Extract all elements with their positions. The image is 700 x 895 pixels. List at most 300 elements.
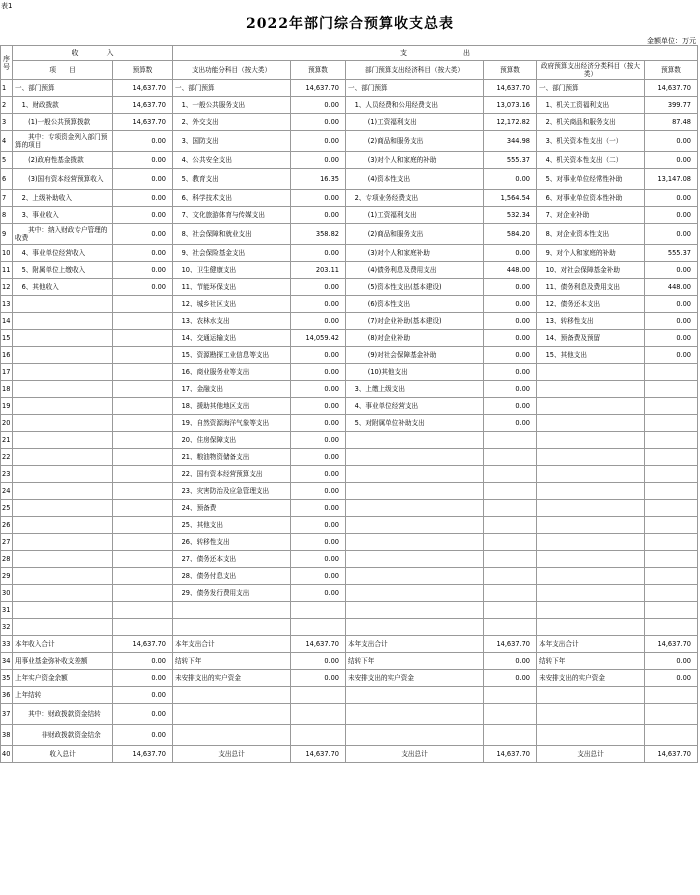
income-value (113, 398, 173, 415)
dept-econ-value: 555.37 (484, 152, 537, 169)
gov-econ-value (645, 364, 698, 381)
dept-econ-value: 12,172.82 (484, 114, 537, 131)
table-row (1, 364, 698, 381)
dept-econ-value: 14,637.70 (484, 80, 537, 97)
dept-econ-item: (10)其他支出 (346, 364, 484, 381)
gov-econ-item: 6、对事业单位资本性补助 (537, 190, 645, 207)
gov-econ-value: 0.00 (645, 224, 698, 245)
gov-econ-value (645, 687, 698, 704)
gov-econ-item (537, 517, 645, 534)
gov-econ-item: 11、债务利息及费用支出 (537, 279, 645, 296)
func-value (291, 704, 346, 725)
dept-econ-item (346, 449, 484, 466)
gov-econ-item: 7、对企业补助 (537, 207, 645, 224)
income-value: 0.00 (113, 207, 173, 224)
income-item (13, 364, 113, 381)
income-value: 14,637.70 (113, 746, 173, 763)
dept-econ-item (346, 725, 484, 746)
income-item: 4、事业单位经营收入 (13, 245, 113, 262)
income-item (13, 432, 113, 449)
dept-econ-item: (3)对个人和家庭补助 (346, 245, 484, 262)
func-item: 11、节能环保支出 (173, 279, 291, 296)
func-item: 20、住房保障支出 (173, 432, 291, 449)
row-seq: 21 (1, 432, 13, 449)
gov-econ-item: 15、其他支出 (537, 347, 645, 364)
income-item (13, 398, 113, 415)
dept-econ-item: (5)资本性支出(基本建设) (346, 279, 484, 296)
table-row (1, 500, 698, 517)
row-seq: 33 (1, 636, 13, 653)
income-value: 0.00 (113, 725, 173, 746)
func-value: 0.00 (291, 364, 346, 381)
dept-econ-item: 支出总计 (346, 746, 484, 763)
income-item: 非财政拨款资金结余 (13, 725, 113, 746)
func-value (291, 602, 346, 619)
dept-econ-item: (6)资本性支出 (346, 296, 484, 313)
func-item: 26、转移性支出 (173, 534, 291, 551)
func-value: 0.00 (291, 568, 346, 585)
gov-econ-item (537, 466, 645, 483)
income-item: (3)国有资本经营预算收入 (13, 169, 113, 190)
dept-econ-item: (2)商品和服务支出 (346, 131, 484, 152)
func-item: 7、文化旅游体育与传媒支出 (173, 207, 291, 224)
func-item: 12、城乡社区支出 (173, 296, 291, 313)
expense-header: 支 出 (173, 46, 698, 61)
func-value: 0.00 (291, 517, 346, 534)
gov-econ-item: 本年支出合计 (537, 636, 645, 653)
item-header: 项 目 (13, 61, 113, 80)
func-item: 22、国有资本经营预算支出 (173, 466, 291, 483)
income-item: 2、上级补助收入 (13, 190, 113, 207)
func-value: 0.00 (291, 415, 346, 432)
row-seq: 22 (1, 449, 13, 466)
income-value: 0.00 (113, 169, 173, 190)
dept-econ-item: (8)对企业补助 (346, 330, 484, 347)
gov-econ-value (645, 619, 698, 636)
table-row (1, 619, 698, 636)
dept-econ-item: (1)工资福利支出 (346, 207, 484, 224)
gov-econ-item (537, 585, 645, 602)
func-value: 0.00 (291, 585, 346, 602)
income-value (113, 466, 173, 483)
gov-econ-value: 0.00 (645, 653, 698, 670)
func-value: 0.00 (291, 398, 346, 415)
gov-econ-value: 0.00 (645, 190, 698, 207)
dept-econ-value: 0.00 (484, 364, 537, 381)
gov-econ-value (645, 602, 698, 619)
table-row (1, 190, 698, 207)
income-value: 14,637.70 (113, 97, 173, 114)
table-row (1, 97, 698, 114)
row-seq: 20 (1, 415, 13, 432)
gov-econ-value (645, 398, 698, 415)
func-item: 6、科学技术支出 (173, 190, 291, 207)
page-title: 2022年部门综合预算收支总表 (246, 16, 454, 32)
table-row (1, 262, 698, 279)
dept-econ-item (346, 585, 484, 602)
gov-econ-item: 一、部门预算 (537, 80, 645, 97)
income-value: 14,637.70 (113, 80, 173, 97)
func-header: 支出功能分科目（按大类） (173, 61, 291, 80)
func-item: 18、援助其他地区支出 (173, 398, 291, 415)
table-row (1, 517, 698, 534)
row-seq: 7 (1, 190, 13, 207)
gov-econ-item (537, 551, 645, 568)
func-value: 203.11 (291, 262, 346, 279)
dept-econ-item (346, 534, 484, 551)
gov-econ-value (645, 449, 698, 466)
dept-econ-item: 5、对附属单位补助支出 (346, 415, 484, 432)
income-value (113, 602, 173, 619)
income-value (113, 432, 173, 449)
income-value: 0.00 (113, 152, 173, 169)
func-item (173, 725, 291, 746)
func-value: 0.00 (291, 551, 346, 568)
income-value: 0.00 (113, 687, 173, 704)
dept-econ-value: 0.00 (484, 415, 537, 432)
income-item: 1、财政拨款 (13, 97, 113, 114)
func-item: 16、商业服务业等支出 (173, 364, 291, 381)
table-row (1, 398, 698, 415)
dept-econ-item (346, 432, 484, 449)
table-row (1, 466, 698, 483)
gov-econ-item (537, 619, 645, 636)
func-value: 0.00 (291, 279, 346, 296)
dept-econ-value: 344.98 (484, 131, 537, 152)
table-row (1, 483, 698, 500)
dept-econ-value (484, 704, 537, 725)
table-row (1, 313, 698, 330)
func-value: 0.00 (291, 483, 346, 500)
income-value: 0.00 (113, 279, 173, 296)
gov-econ-item (537, 449, 645, 466)
row-seq: 16 (1, 347, 13, 364)
dept-econ-item (346, 602, 484, 619)
func-item: 1、一般公共服务支出 (173, 97, 291, 114)
income-item: (1)一般公共预算拨款 (13, 114, 113, 131)
dept-econ-item: (3)对个人和家庭的补助 (346, 152, 484, 169)
income-item: 收入总计 (13, 746, 113, 763)
row-seq: 9 (1, 224, 13, 245)
dept-econ-item: (4)资本性支出 (346, 169, 484, 190)
dept-econ-value (484, 551, 537, 568)
func-value: 16.35 (291, 169, 346, 190)
func-item (173, 687, 291, 704)
gov-econ-item (537, 602, 645, 619)
income-value: 0.00 (113, 245, 173, 262)
table-row (1, 432, 698, 449)
table-row (1, 585, 698, 602)
dept-econ-item: 未安排支出的实户资金 (346, 670, 484, 687)
row-seq: 40 (1, 746, 13, 763)
dept-econ-item (346, 568, 484, 585)
gov-econ-value: 0.00 (645, 313, 698, 330)
dept-econ-value (484, 449, 537, 466)
dept-econ-item (346, 704, 484, 725)
dept-econ-value (484, 517, 537, 534)
row-seq: 38 (1, 725, 13, 746)
gov-econ-value (645, 466, 698, 483)
income-item: 5、附属单位上缴收入 (13, 262, 113, 279)
income-value: 14,637.70 (113, 636, 173, 653)
row-seq: 24 (1, 483, 13, 500)
table-row (1, 636, 698, 653)
gov-econ-value (645, 517, 698, 534)
gov-econ-value: 448.00 (645, 279, 698, 296)
income-item (13, 500, 113, 517)
income-value: 0.00 (113, 704, 173, 725)
func-item: 14、交通运输支出 (173, 330, 291, 347)
dept-econ-value: 0.00 (484, 398, 537, 415)
income-item (13, 415, 113, 432)
table-row (1, 687, 698, 704)
row-seq: 29 (1, 568, 13, 585)
income-item: (2)政府性基金拨款 (13, 152, 113, 169)
gov-econ-item (537, 364, 645, 381)
func-value: 0.00 (291, 97, 346, 114)
func-item: 5、教育支出 (173, 169, 291, 190)
income-item: 用事业基金弥补收支差额 (13, 653, 113, 670)
gov-econ-item: 2、机关商品和服务支出 (537, 114, 645, 131)
gov-budget-header: 预算数 (645, 61, 698, 80)
gov-econ-item: 12、债务还本支出 (537, 296, 645, 313)
func-item: 28、债务付息支出 (173, 568, 291, 585)
table-row (1, 245, 698, 262)
row-seq: 28 (1, 551, 13, 568)
header-row-2 (1, 61, 698, 80)
table-row (1, 670, 698, 687)
func-item: 结转下年 (173, 653, 291, 670)
income-value (113, 415, 173, 432)
unit-label: 金额单位：万元 (647, 37, 696, 45)
gov-econ-item: 5、对事业单位经常性补助 (537, 169, 645, 190)
dept-econ-value: 0.00 (484, 330, 537, 347)
func-value: 0.00 (291, 670, 346, 687)
gov-econ-item (537, 704, 645, 725)
func-value: 0.00 (291, 114, 346, 131)
func-item: 21、粮油物资储备支出 (173, 449, 291, 466)
func-value: 0.00 (291, 381, 346, 398)
income-value: 14,637.70 (113, 114, 173, 131)
row-seq: 4 (1, 131, 13, 152)
dept-econ-item (346, 687, 484, 704)
income-value (113, 568, 173, 585)
gov-econ-value: 0.00 (645, 131, 698, 152)
gov-econ-value (645, 585, 698, 602)
func-value (291, 619, 346, 636)
income-value (113, 347, 173, 364)
table-row (1, 347, 698, 364)
gov-econ-value (645, 415, 698, 432)
table-row (1, 330, 698, 347)
dept-econ-value: 0.00 (484, 653, 537, 670)
func-value: 14,637.70 (291, 746, 346, 763)
table-row (1, 152, 698, 169)
gov-econ-item (537, 500, 645, 517)
table-row (1, 568, 698, 585)
gov-econ-item (537, 687, 645, 704)
income-item (13, 568, 113, 585)
income-value (113, 585, 173, 602)
income-value (113, 619, 173, 636)
row-seq: 32 (1, 619, 13, 636)
gov-econ-value: 0.00 (645, 670, 698, 687)
row-seq: 18 (1, 381, 13, 398)
func-value: 14,637.70 (291, 80, 346, 97)
func-value: 0.00 (291, 466, 346, 483)
func-value: 14,637.70 (291, 636, 346, 653)
income-item (13, 330, 113, 347)
func-item: 13、农林水支出 (173, 313, 291, 330)
income-item (13, 551, 113, 568)
gov-econ-item (537, 398, 645, 415)
dept-econ-item (346, 483, 484, 500)
row-seq: 1 (1, 80, 13, 97)
func-value: 0.00 (291, 152, 346, 169)
gov-econ-item: 未安排支出的实户资金 (537, 670, 645, 687)
dept-econ-item: 4、事业单位经营支出 (346, 398, 484, 415)
func-item: 未安排支出的实户资金 (173, 670, 291, 687)
income-item: 其中：专项资金列入部门预算的项目 (13, 131, 113, 152)
gov-econ-item: 10、对社会保障基金补助 (537, 262, 645, 279)
gov-econ-value (645, 534, 698, 551)
table-row (1, 534, 698, 551)
gov-econ-value: 0.00 (645, 262, 698, 279)
dept-econ-item: 3、上缴上级支出 (346, 381, 484, 398)
dept-econ-value: 0.00 (484, 670, 537, 687)
row-seq: 3 (1, 114, 13, 131)
func-item: 27、债务还本支出 (173, 551, 291, 568)
gov-econ-item: 14、预备费及预留 (537, 330, 645, 347)
row-seq: 36 (1, 687, 13, 704)
dept-econ-item: (4)债务利息及费用支出 (346, 262, 484, 279)
dept-econ-value: 448.00 (484, 262, 537, 279)
func-item: 2、外交支出 (173, 114, 291, 131)
income-item: 一、部门预算 (13, 80, 113, 97)
dept-econ-item: (7)对企业补助(基本建设) (346, 313, 484, 330)
income-item: 3、事业收入 (13, 207, 113, 224)
table-row (1, 381, 698, 398)
gov-econ-value (645, 568, 698, 585)
row-seq: 19 (1, 398, 13, 415)
row-seq: 10 (1, 245, 13, 262)
seq-header: 序号 (1, 46, 13, 80)
dept-econ-item: 2、专项业务经费支出 (346, 190, 484, 207)
gov-econ-value: 13,147.08 (645, 169, 698, 190)
income-value: 0.00 (113, 670, 173, 687)
income-value (113, 449, 173, 466)
gov-econ-item (537, 381, 645, 398)
func-item: 支出总计 (173, 746, 291, 763)
table-row (1, 131, 698, 152)
dept-econ-item: (2)商品和服务支出 (346, 224, 484, 245)
func-item: 23、灾害防治及应急管理支出 (173, 483, 291, 500)
table-row (1, 415, 698, 432)
income-value (113, 364, 173, 381)
gov-econ-item: 1、机关工资福利支出 (537, 97, 645, 114)
dept-econ-item: (1)工资福利支出 (346, 114, 484, 131)
dept-econ-value (484, 500, 537, 517)
func-item: 29、债务发行费用支出 (173, 585, 291, 602)
func-item: 8、社会保障和就业支出 (173, 224, 291, 245)
func-value: 358.82 (291, 224, 346, 245)
income-item (13, 585, 113, 602)
dept-econ-value: 14,637.70 (484, 636, 537, 653)
income-value: 0.00 (113, 653, 173, 670)
income-item (13, 517, 113, 534)
gov-econ-value (645, 483, 698, 500)
table-row (1, 602, 698, 619)
table-row (1, 279, 698, 296)
dept-econ-value (484, 466, 537, 483)
row-seq: 14 (1, 313, 13, 330)
row-seq: 31 (1, 602, 13, 619)
func-item: 19、自然资源海洋气象等支出 (173, 415, 291, 432)
income-item: 上年实户资金余额 (13, 670, 113, 687)
func-value (291, 687, 346, 704)
dept-econ-value: 0.00 (484, 169, 537, 190)
gov-econ-value: 0.00 (645, 207, 698, 224)
func-value: 0.00 (291, 500, 346, 517)
dept-econ-value: 13,073.16 (484, 97, 537, 114)
table-row (1, 551, 698, 568)
dept-econ-value (484, 534, 537, 551)
dept-econ-value: 532.34 (484, 207, 537, 224)
income-value: 0.00 (113, 224, 173, 245)
func-value: 14,059.42 (291, 330, 346, 347)
dept-econ-value (484, 568, 537, 585)
func-item (173, 619, 291, 636)
func-item: 25、其他支出 (173, 517, 291, 534)
row-seq: 2 (1, 97, 13, 114)
func-value (291, 725, 346, 746)
income-item (13, 381, 113, 398)
income-value (113, 296, 173, 313)
func-value: 0.00 (291, 347, 346, 364)
row-seq: 34 (1, 653, 13, 670)
table-body (1, 80, 698, 763)
gov-econ-value: 0.00 (645, 347, 698, 364)
dept-econ-value (484, 687, 537, 704)
income-value (113, 381, 173, 398)
dept-econ-value (484, 725, 537, 746)
func-item: 10、卫生健康支出 (173, 262, 291, 279)
row-seq: 17 (1, 364, 13, 381)
dept-econ-value: 1,564.54 (484, 190, 537, 207)
gov-econ-item (537, 568, 645, 585)
func-value: 0.00 (291, 296, 346, 313)
income-value (113, 313, 173, 330)
row-seq: 12 (1, 279, 13, 296)
table-row (1, 725, 698, 746)
dept-econ-value: 14,637.70 (484, 746, 537, 763)
dept-econ-item (346, 619, 484, 636)
dept-econ-item: 本年支出合计 (346, 636, 484, 653)
func-value: 0.00 (291, 313, 346, 330)
table-row (1, 746, 698, 763)
row-seq: 23 (1, 466, 13, 483)
row-seq: 13 (1, 296, 13, 313)
row-seq: 26 (1, 517, 13, 534)
gov-econ-value: 14,637.70 (645, 80, 698, 97)
row-seq: 30 (1, 585, 13, 602)
income-budget-header: 预算数 (113, 61, 173, 80)
income-item: 其中：纳入财政专户管理的收费 (13, 224, 113, 245)
func-value: 0.00 (291, 207, 346, 224)
dept-econ-item (346, 517, 484, 534)
func-value: 0.00 (291, 449, 346, 466)
income-value (113, 330, 173, 347)
